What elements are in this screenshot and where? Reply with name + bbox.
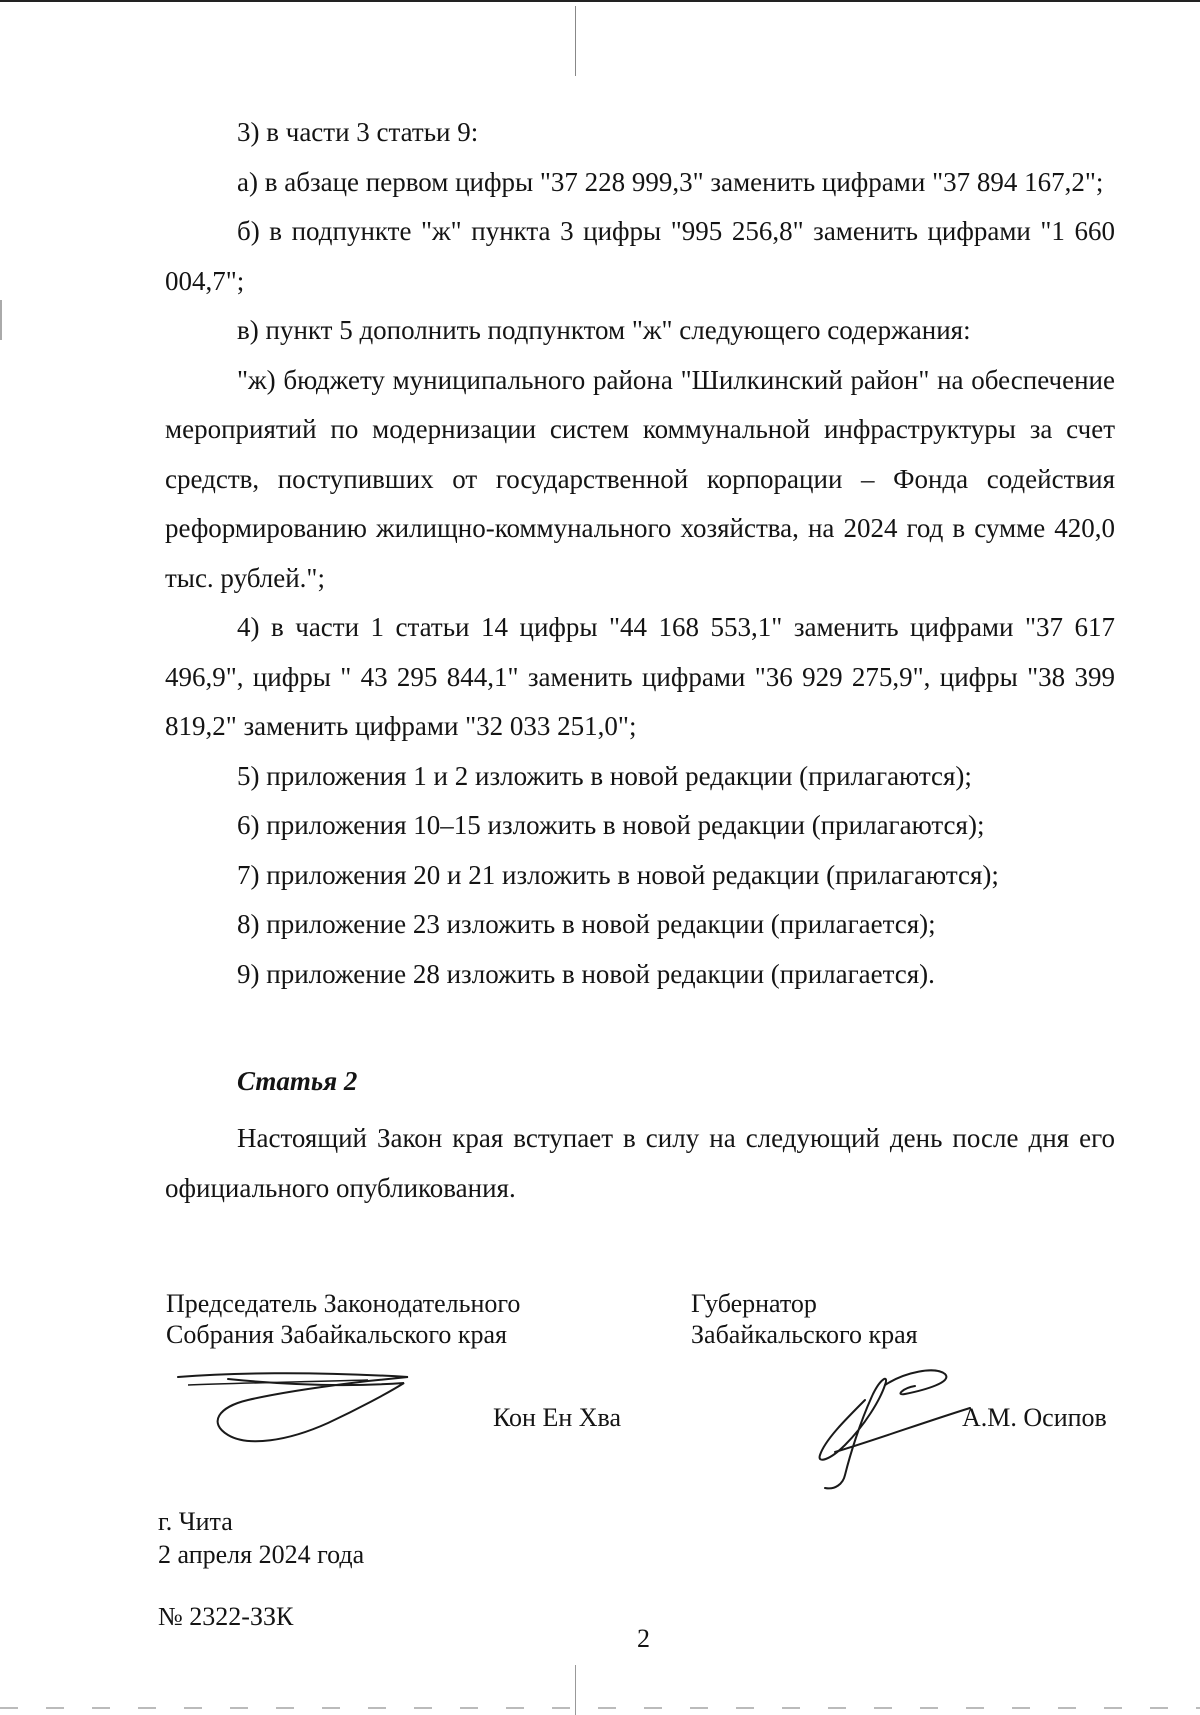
governor-name: А.М. Осипов <box>962 1403 1107 1432</box>
paragraph: в) пункт 5 дополнить подпунктом "ж" следующего содержания: <box>237 315 971 345</box>
paragraph: 5) приложения 1 и 2 изложить в новой редакции (прилагаются); <box>237 760 972 791</box>
law-number: № 2322-ЗЗК <box>158 1602 294 1631</box>
paragraph: 9) приложение 28 изложить в новой редакции (прилагается). <box>237 958 935 989</box>
top-rule <box>0 0 1200 2</box>
chairman-title <box>166 1288 520 1350</box>
scan-bottom-edge <box>0 1707 1200 1709</box>
paragraph: а) в абзаце первом цифры "37 228 999,3" заменить цифрами "37 894 167,2"; <box>237 166 1104 197</box>
signer-title-line: Председатель Законодательного <box>166 1289 521 1318</box>
fold-mark <box>575 6 576 76</box>
paragraph: б) в подпункте "ж" пункта 3 цифры "995 256,8" заменить цифрами "1 660 004,7"; <box>165 216 1115 296</box>
paragraph: 3) в части 3 статьи 9: <box>237 117 479 147</box>
paragraph: "ж) бюджету муниципального района "Шилкинский район" на обеспечение мероприятий по модернизации систем коммунальной инфраструктуры за счет средств, поступивших от государственной корпорации – Фонда содействия реформированию жилищно-коммунального хозяйства, на 2024 год в сумме 420,0 тыс. рублей."; <box>165 364 1115 593</box>
place-date-block <box>158 1505 364 1571</box>
scan-edge-mark <box>0 300 2 340</box>
paragraph: 6) приложения 10–15 изложить в новой редакции (прилагаются); <box>237 810 985 840</box>
signer-title-line: Губернатор <box>691 1289 817 1318</box>
paragraph: 4) в части 1 статьи 14 цифры "44 168 553,1" заменить цифрами "37 617 496,9", цифры " 43 295 844,1" заменить цифрами "36 929 275,9", цифры "38 399 819,2" заменить цифрами "32 033 251,0"; <box>165 612 1115 741</box>
chairman-signature <box>168 1365 418 1450</box>
article-heading: Статья 2 <box>237 1066 358 1096</box>
signer-title-line: Собрания Забайкальского края <box>166 1320 507 1349</box>
governor-title <box>691 1288 918 1350</box>
paragraph: 7) приложения 20 и 21 изложить в новой редакции (прилагаются); <box>237 859 999 890</box>
date: 2 апреля 2024 года <box>158 1540 365 1569</box>
article-text: Настоящий Закон края вступает в силу на следующий день после дня его официального опубликования. <box>165 1123 1115 1203</box>
page-number: 2 <box>637 1624 650 1653</box>
city: г. Чита <box>158 1507 233 1536</box>
amendments-list <box>165 108 1115 999</box>
chairman-name: Кон Ен Хва <box>493 1403 622 1432</box>
governor-signature <box>805 1360 975 1495</box>
paragraph: 8) приложение 23 изложить в новой редакции (прилагается); <box>237 909 936 939</box>
signer-title-line: Забайкальского края <box>691 1320 918 1349</box>
